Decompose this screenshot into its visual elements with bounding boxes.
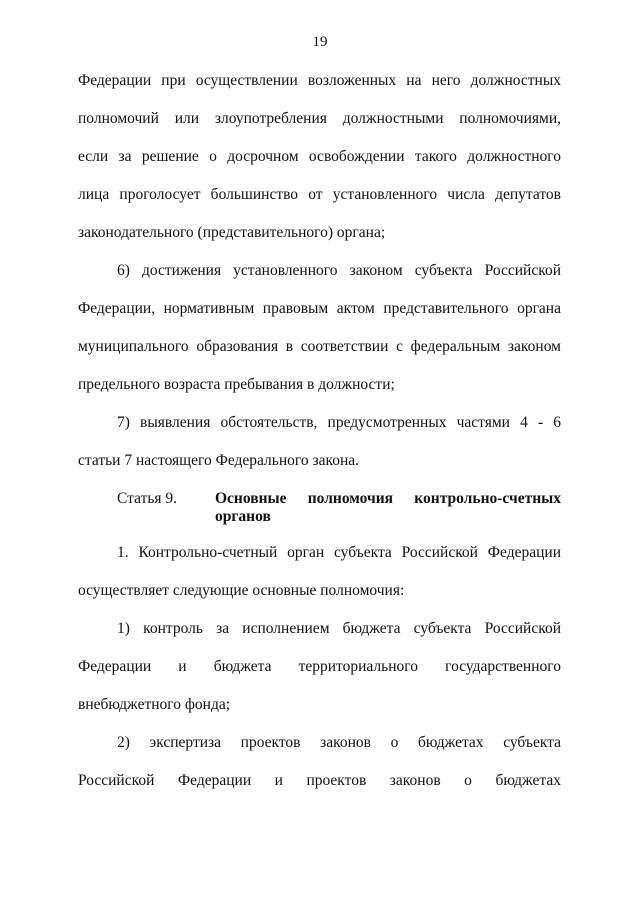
text-line: если за решение о досрочном освобождении такого должностного <box>78 148 561 165</box>
text-line: 2) экспертиза проектов законов о бюджетах субъекта <box>117 734 561 751</box>
article-title <box>215 490 561 526</box>
text-line: Федерации при осуществлении возложенных на него должностных <box>78 72 561 89</box>
text-line: полномочий или злоупотребления должностными полномочиями, <box>78 110 561 127</box>
text-line: 6) достижения установленного законом субъекта Российской <box>117 262 561 279</box>
text-line: законодательного (представительного) органа; <box>78 224 386 241</box>
text-line: Российской Федерации и проектов законов о бюджетах <box>78 772 561 789</box>
text-line: лица проголосует большинство от установленного числа депутатов <box>78 186 561 203</box>
text-line: Федерации, нормативным правовым актом представительного органа <box>78 300 561 317</box>
text-line: внебюджетного фонда; <box>78 696 231 713</box>
text-line: 1. Контрольно-счетный орган субъекта Российской Федерации <box>117 544 561 561</box>
text-line: статьи 7 настоящего Федерального закона. <box>78 452 360 469</box>
article-title-line: Основные полномочия контрольно-счетных <box>215 490 561 507</box>
article-label: Статья 9. <box>117 490 178 507</box>
text-line: 1) контроль за исполнением бюджета субъекта Российской <box>117 620 561 637</box>
text-line: предельного возраста пребывания в должности; <box>78 376 395 393</box>
article-title-line: органов <box>215 508 271 525</box>
page-number: 19 <box>312 34 328 50</box>
text-line: 7) выявления обстоятельств, предусмотренных частями 4 - 6 <box>117 414 561 431</box>
text-line: осуществляет следующие основные полномочия: <box>78 582 405 599</box>
text-line: Федерации и бюджета территориального государственного <box>78 658 561 675</box>
text-line: муниципального образования в соответствии с федеральным законом <box>78 338 561 355</box>
